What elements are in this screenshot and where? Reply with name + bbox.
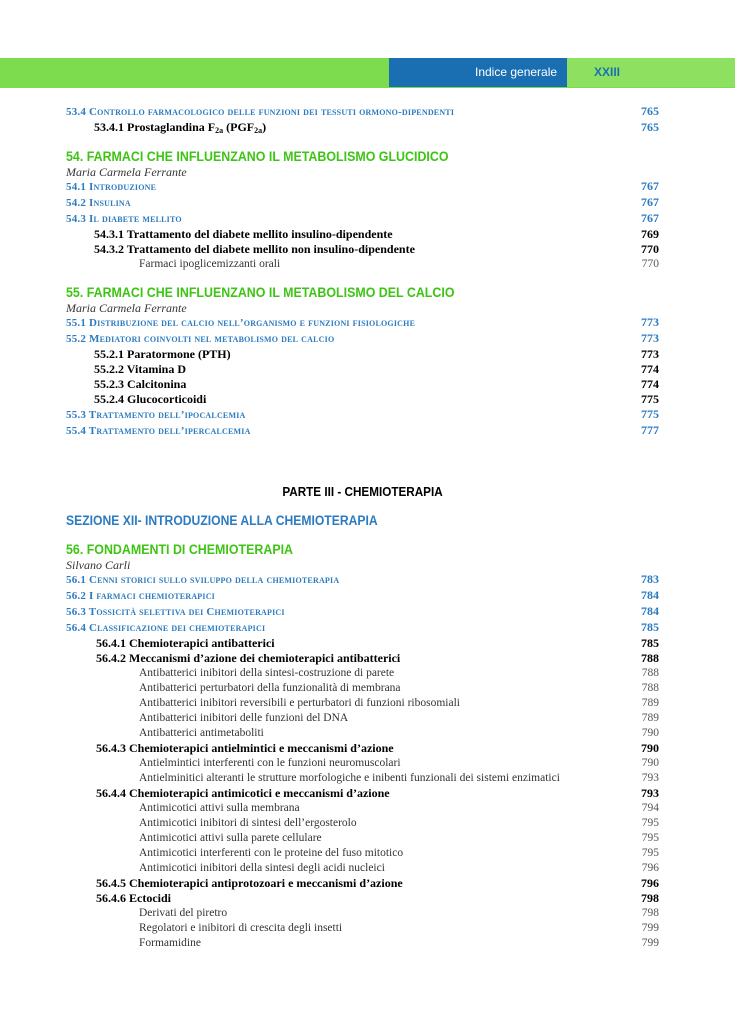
toc-entry-text: 56.4 Classificazione dei chemioterapici bbox=[66, 622, 266, 634]
toc-entry-page: 765 bbox=[641, 104, 659, 118]
toc-entry-page: 795 bbox=[641, 817, 659, 829]
toc-entry[interactable] bbox=[66, 681, 659, 696]
part-title: PARTE III - CHEMIOTERAPIA bbox=[282, 484, 443, 499]
header-bar-light bbox=[567, 58, 735, 87]
toc-entry[interactable] bbox=[66, 227, 659, 242]
toc-entry-text: 55.2.3 Calcitonina bbox=[94, 377, 187, 391]
toc-entry-53-4[interactable] bbox=[66, 104, 659, 120]
toc-entry[interactable] bbox=[66, 816, 659, 831]
toc-entry-text: Farmaci ipoglicemizzanti orali bbox=[139, 258, 281, 270]
toc-entry-page: 767 bbox=[641, 195, 659, 209]
toc-entry[interactable] bbox=[66, 347, 659, 362]
running-header-page-number: XXIII bbox=[594, 65, 621, 79]
toc-entry-text: 54.3.2 Trattamento del diabete mellito non insulino-dipendente bbox=[94, 242, 415, 256]
toc-entry[interactable] bbox=[66, 242, 659, 257]
toc-entry[interactable] bbox=[66, 362, 659, 377]
toc-entry-page: 795 bbox=[641, 847, 659, 859]
subscript: 2a bbox=[254, 126, 263, 135]
toc-entry-text: 55.4 Trattamento dell’ipercalcemia bbox=[66, 425, 251, 437]
toc-entry-page: 793 bbox=[641, 786, 659, 800]
toc-entry[interactable] bbox=[66, 711, 659, 726]
chapter-author-56: Silvano Carli bbox=[66, 558, 131, 572]
toc-entry-page: 770 bbox=[641, 242, 659, 256]
toc-entry-text: Antimicotici attivi sulla parete cellulare bbox=[139, 832, 322, 844]
toc-entry[interactable] bbox=[66, 257, 659, 272]
chapter-title-55[interactable]: 55. FARMACI CHE INFLUENZANO IL METABOLISMO DEL CALCIO bbox=[66, 285, 455, 300]
toc-entry-text: 55.2.2 Vitamina D bbox=[94, 362, 187, 376]
toc-entry[interactable] bbox=[66, 604, 659, 620]
toc-entry-page: 799 bbox=[641, 922, 659, 934]
toc-entry-page: 790 bbox=[641, 727, 659, 739]
toc-entry-text: Antibatterici inibitori reversibili e perturbatori di funzioni ribosomiali bbox=[139, 697, 460, 709]
toc-entry-text: 55.3 Trattamento dell’ipocalcemia bbox=[66, 409, 246, 421]
toc-entry[interactable] bbox=[66, 876, 659, 891]
chapter-author-55: Maria Carmela Ferrante bbox=[66, 301, 187, 315]
toc-entry[interactable] bbox=[66, 651, 659, 666]
toc-entry-text: 56.4.2 Meccanismi d’azione dei chemioterapici antibatterici bbox=[96, 651, 401, 665]
toc-entry-text: 54.3 Il diabete mellito bbox=[66, 213, 182, 225]
toc-entry[interactable] bbox=[66, 636, 659, 651]
toc-entry-page: 796 bbox=[641, 862, 659, 874]
toc-entry-page: 775 bbox=[641, 392, 659, 406]
toc-entry-page: 790 bbox=[641, 757, 659, 769]
toc-entry-text: 56.4.1 Chemioterapici antibatterici bbox=[96, 636, 275, 650]
toc-entry-page: 783 bbox=[641, 572, 659, 586]
toc-entry-text: 56.1 Cenni storici sullo sviluppo della chemioterapia bbox=[66, 574, 340, 586]
toc-entry-text: 56.4.4 Chemioterapici antimicotici e meccanismi d’azione bbox=[96, 786, 390, 800]
toc-entry[interactable] bbox=[66, 756, 659, 771]
toc-entry-text: 55.2.4 Glucocorticoidi bbox=[94, 392, 207, 406]
chapter-56-entries bbox=[66, 636, 659, 951]
toc-entry[interactable] bbox=[66, 921, 659, 936]
toc-entry-page: 773 bbox=[641, 331, 659, 345]
toc-entry-page: 773 bbox=[641, 315, 659, 329]
toc-entry-page: 767 bbox=[641, 211, 659, 225]
toc-entry[interactable] bbox=[66, 666, 659, 681]
toc-entry-text: 56.4.6 Ectocidi bbox=[96, 891, 171, 905]
chapter-56-sections bbox=[66, 572, 659, 636]
toc-entry[interactable] bbox=[66, 741, 659, 756]
toc-entry-text: 56.4.5 Chemioterapici antiprotozoari e meccanismi d’azione bbox=[96, 876, 403, 890]
toc-entry-page: 799 bbox=[641, 937, 659, 949]
toc-entry-page: 775 bbox=[641, 407, 659, 421]
toc-entry-text: 56.2 I farmaci chemioterapici bbox=[66, 590, 215, 602]
toc-entry-text: Antimicotici interferenti con le proteine del fuso mitotico bbox=[139, 847, 404, 859]
toc-entry[interactable] bbox=[66, 831, 659, 846]
toc-entry-page: 789 bbox=[641, 712, 659, 724]
running-header-title: Indice generale bbox=[475, 65, 558, 79]
toc-entry-page: 785 bbox=[641, 620, 659, 634]
toc-entry[interactable] bbox=[66, 195, 659, 211]
section-title[interactable]: SEZIONE XII- INTRODUZIONE ALLA CHEMIOTERAPIA bbox=[66, 513, 378, 528]
toc-entry-page: 769 bbox=[641, 227, 659, 241]
toc-entry-text: 56.4.3 Chemioterapici antielmintici e meccanismi d’azione bbox=[96, 741, 394, 755]
toc-entry[interactable] bbox=[66, 179, 659, 195]
toc-entry-text: 54.1 Introduzione bbox=[66, 181, 157, 193]
toc-entry-page: 794 bbox=[641, 802, 659, 814]
toc-entry-text: Formamidine bbox=[139, 937, 201, 949]
toc-entry-page: 789 bbox=[641, 697, 659, 709]
chapter-title-54[interactable]: 54. FARMACI CHE INFLUENZANO IL METABOLISMO GLUCIDICO bbox=[66, 149, 449, 164]
toc-entry-text: Antibatterici inibitori della sintesi-costruzione di parete bbox=[139, 667, 395, 679]
toc-entry-page: 774 bbox=[641, 362, 659, 376]
toc-entry-page: 773 bbox=[641, 347, 659, 361]
toc-entry[interactable] bbox=[66, 771, 659, 786]
text-part: 53.4.1 Prostaglandina F bbox=[94, 120, 216, 134]
toc-entry-text: Antibatterici perturbatori della funzionalità di membrana bbox=[139, 682, 401, 694]
toc-entry-page: 796 bbox=[641, 876, 659, 890]
header-bar-green bbox=[0, 58, 389, 87]
toc-entry-53-4-1[interactable] bbox=[66, 120, 659, 138]
toc-entry[interactable] bbox=[66, 861, 659, 876]
toc-entry-page: 790 bbox=[641, 741, 659, 755]
toc-entry-page: 765 bbox=[641, 120, 659, 134]
toc-entry[interactable] bbox=[66, 407, 659, 423]
toc-entry-page: 774 bbox=[641, 377, 659, 391]
toc-entry-page: 788 bbox=[641, 667, 659, 679]
toc-entry-page: 798 bbox=[641, 891, 659, 905]
toc-entry-page: 785 bbox=[641, 636, 659, 650]
toc-entry[interactable] bbox=[66, 392, 659, 407]
header-rule bbox=[0, 87, 735, 88]
toc-entry-text: Antibatterici antimetaboliti bbox=[139, 727, 264, 739]
toc-entry-text: 55.2.1 Paratormone (PTH) bbox=[94, 347, 231, 361]
toc-entry-text: Antielmintici interferenti con le funzioni neuromuscolari bbox=[139, 757, 401, 769]
toc-entry[interactable] bbox=[66, 572, 659, 588]
toc-entry-text: Antibatterici inibitori delle funzioni del DNA bbox=[139, 712, 349, 724]
text-part: ) bbox=[262, 120, 267, 134]
toc-entry[interactable] bbox=[66, 891, 659, 906]
toc-entry-text: Antimicotici inibitori di sintesi dell’ergosterolo bbox=[139, 817, 357, 829]
toc-entry[interactable] bbox=[66, 846, 659, 861]
toc-entry-text: 54.2 Insulina bbox=[66, 197, 131, 209]
toc-entry[interactable] bbox=[66, 423, 659, 439]
toc-entry[interactable] bbox=[66, 696, 659, 711]
toc-entry-text: 54.3.1 Trattamento del diabete mellito insulino-dipendente bbox=[94, 227, 393, 241]
toc-entry-page: 788 bbox=[641, 682, 659, 694]
toc-entry-page: 777 bbox=[641, 423, 659, 437]
chapter-author-54: Maria Carmela Ferrante bbox=[66, 165, 187, 179]
toc-entry-text: Antimicotici attivi sulla membrana bbox=[139, 802, 300, 814]
toc-entry-page: 784 bbox=[641, 588, 659, 602]
toc-entry[interactable] bbox=[66, 211, 659, 227]
toc-entry-text bbox=[66, 120, 266, 138]
toc-entry-text: 55.2 Mediatori coinvolti nel metabolismo del calcio bbox=[66, 333, 335, 345]
toc-entry[interactable] bbox=[66, 315, 659, 331]
toc-entry-text: Regolatori e inibitori di crescita degli insetti bbox=[139, 922, 343, 934]
chapter-title-56[interactable]: 56. FONDAMENTI DI CHEMIOTERAPIA bbox=[66, 542, 294, 557]
toc-entry-page: 784 bbox=[641, 604, 659, 618]
toc-entry[interactable] bbox=[66, 786, 659, 801]
table-of-contents bbox=[66, 104, 659, 951]
toc-entry[interactable] bbox=[66, 377, 659, 392]
toc-entry-page: 793 bbox=[641, 772, 659, 784]
toc-entry-text: Derivati del piretro bbox=[139, 907, 228, 919]
toc-entry[interactable] bbox=[66, 588, 659, 604]
chapter-55-entries bbox=[66, 315, 659, 439]
toc-entry-page: 770 bbox=[641, 258, 659, 270]
toc-entry-text: 53.4 Controllo farmacologico delle funzioni dei tessuti ormono-dipendenti bbox=[66, 106, 455, 118]
toc-entry[interactable] bbox=[66, 801, 659, 816]
toc-entry[interactable] bbox=[66, 906, 659, 921]
toc-entry-text: Antielminitici alteranti le strutture morfologiche e inibenti funzionali dei sistemi enzimatici bbox=[139, 772, 560, 784]
toc-entry[interactable] bbox=[66, 726, 659, 741]
toc-entry-text: 56.3 Tossicità selettiva dei Chemioterapici bbox=[66, 606, 285, 618]
text-part: (PGF bbox=[223, 120, 255, 134]
toc-entry-text: 55.1 Distribuzione del calcio nell’organismo e funzioni fisiologiche bbox=[66, 317, 416, 329]
toc-entry-page: 788 bbox=[641, 651, 659, 665]
toc-entry-page: 795 bbox=[641, 832, 659, 844]
toc-entry-page: 767 bbox=[641, 179, 659, 193]
toc-entry[interactable] bbox=[66, 331, 659, 347]
subscript: 2a bbox=[215, 126, 224, 135]
chapter-54-entries bbox=[66, 179, 659, 272]
toc-entry-page: 798 bbox=[641, 907, 659, 919]
toc-entry[interactable] bbox=[66, 936, 659, 951]
toc-entry[interactable] bbox=[66, 620, 659, 636]
toc-entry-text: Antimicotici inibitori della sintesi degli acidi nucleici bbox=[139, 862, 385, 874]
